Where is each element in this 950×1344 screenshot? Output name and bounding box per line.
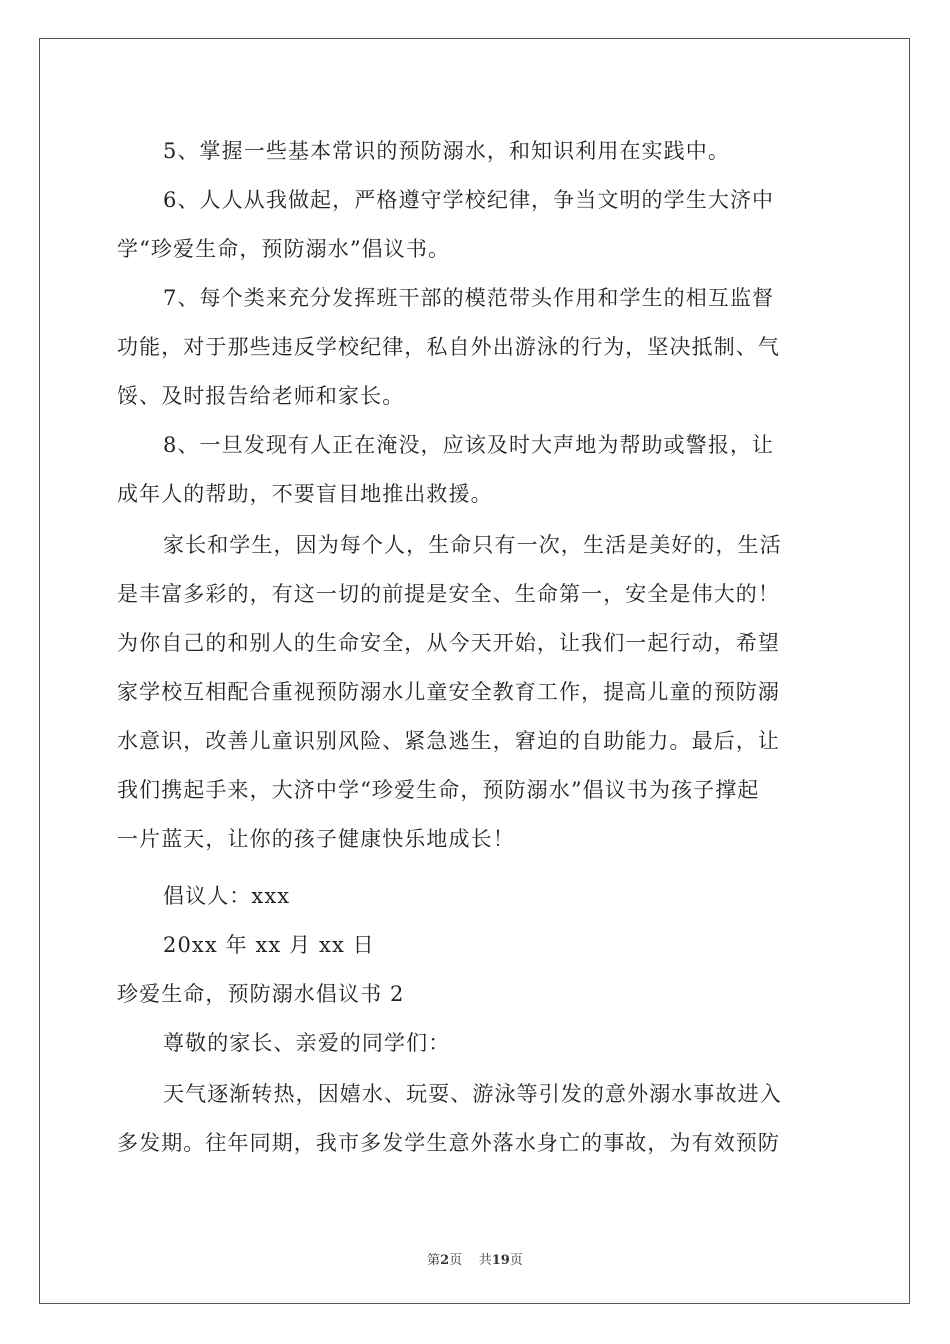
paragraph-item-5 [117,127,837,176]
page-number: 2 [440,1253,450,1268]
text-line: 一片蓝天，让你的孩子健康快乐地成长！ [117,827,515,851]
text-line: 20xx 年 xx 月 xx 日 [163,933,375,957]
text-line: 成年人的帮助，不要盲目地推出救援。 [117,482,493,506]
text-line: 倡议人：xxx [163,884,291,908]
paragraph-intro [117,1070,837,1119]
text-line: 我们携起手来，大济中学“珍爱生命，预防溺水”倡议书为孩子撑起 [117,778,760,802]
text-line: 是丰富多彩的，有这一切的前提是安全、生命第一，安全是伟大的！ [117,582,780,606]
text-line: 家长和学生，因为每个人，生命只有一次，生活是美好的，生活 [163,533,782,557]
paragraph-closing [117,521,837,570]
text-line: 多发期。往年同期，我市多发学生意外落水身亡的事故，为有效预防 [117,1131,780,1155]
text-line: 7、每个类来充分发挥班干部的模范带头作用和学生的相互监督 [163,286,775,310]
text-line: 学“珍爱生命，预防溺水”倡议书。 [117,237,451,261]
paragraph-item-7-cont [117,323,837,421]
text-line: 珍爱生命，预防溺水倡议书 2 [117,982,405,1006]
paragraph-closing-cont [117,570,837,864]
page-suffix: 页 [449,1253,463,1268]
text-line: 馁、及时报告给老师和家长。 [117,384,405,408]
paragraph-intro-cont [117,1119,837,1168]
text-line: 天气逐渐转热，因嬉水、玩耍、游泳等引发的意外溺水事故进入 [163,1082,782,1106]
total-prefix: 共 [478,1253,492,1268]
date-line [117,921,837,970]
section-heading [117,970,837,1019]
text-line: 8、一旦发现有人正在淹没，应该及时大声地为帮助或警报，让 [163,433,775,457]
salutation [117,1019,837,1068]
text-line: 功能，对于那些违反学校纪律，私自外出游泳的行为，坚决抵制、气 [117,335,780,359]
paragraph-item-6-cont [117,225,837,274]
text-line: 6、人人从我做起，严格遵守学校纪律，争当文明的学生大济中 [163,188,775,212]
total-pages: 19 [491,1253,510,1268]
paragraph-item-8 [117,421,837,470]
initiator-line [117,872,837,921]
paragraph-item-6 [117,176,837,225]
page-footer [0,1249,950,1268]
text-line: 水意识，改善儿童识别风险、紧急逃生，窘迫的自助能力。最后，让 [117,729,780,753]
paragraph-item-7 [117,274,837,323]
total-suffix: 页 [509,1253,523,1268]
paragraph-item-8-cont [117,470,837,519]
page-prefix: 第 [427,1253,441,1268]
text-line: 为你自己的和别人的生命安全，从今天开始，让我们一起行动，希望 [117,631,780,655]
text-line: 家学校互相配合重视预防溺水儿童安全教育工作，提高儿童的预防溺 [117,680,780,704]
text-line: 5、掌握一些基本常识的预防溺水，和知识利用在实践中。 [163,139,730,163]
text-line: 尊敬的家长、亲爱的同学们： [163,1031,451,1055]
